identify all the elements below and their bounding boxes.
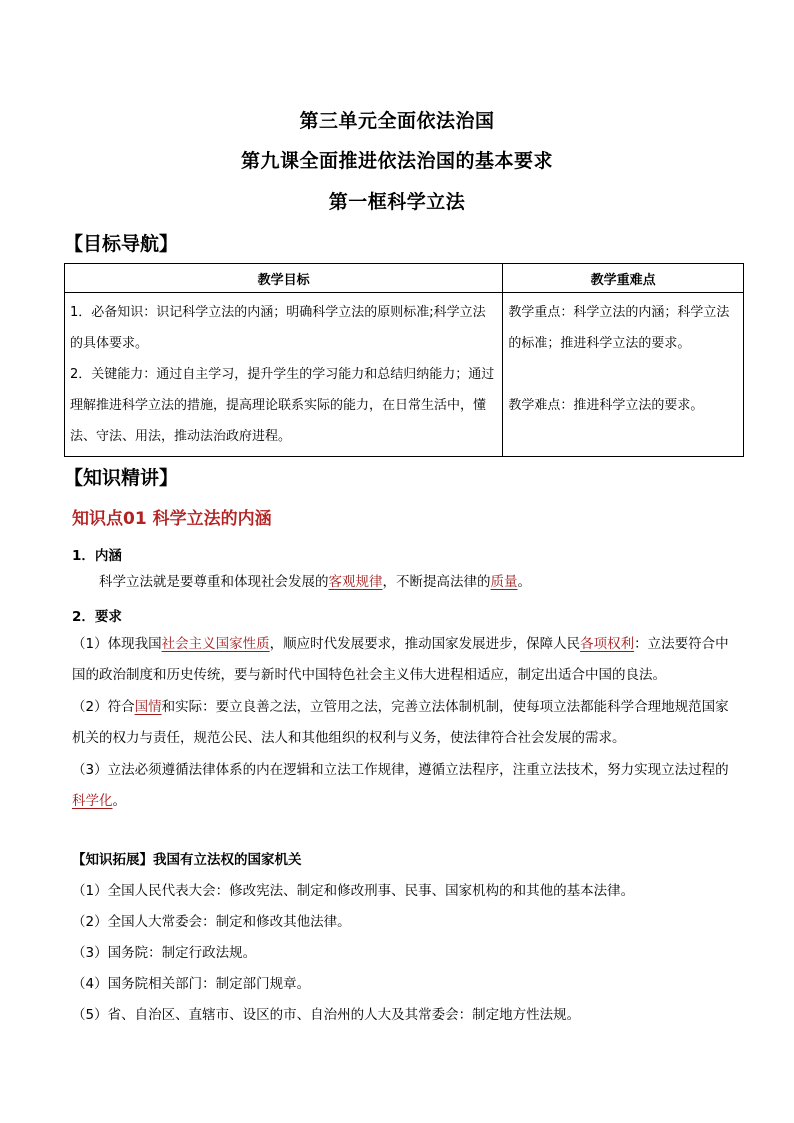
extension-item: （3）国务院：制定行政法规。 bbox=[72, 945, 257, 961]
teaching-goals-cell bbox=[65, 293, 503, 457]
goals-table-body-row bbox=[65, 293, 744, 457]
difficult-point-text: 教学难点：推进科学立法的要求。 bbox=[508, 398, 704, 413]
col-teaching-goals-header: 教学目标 bbox=[65, 264, 503, 293]
key-term: 质量 bbox=[490, 574, 518, 590]
knowledge-heading: 【知识精讲】 bbox=[64, 467, 179, 489]
extension-item: （5）省、自治区、直辖市、设区的市、自治州的人大及其常委会：制定地方性法规。 bbox=[72, 1007, 581, 1023]
goal-item: 2．关键能力：通过自主学习，提升学生的学习能力和总结归纳能力；通过理解推进科学立法的措施，提高理论联系实际的能力，在日常生活中，懂法、守法、用法，推动法治政府进程。 bbox=[70, 367, 495, 444]
requirements-heading: 2．要求 bbox=[72, 609, 122, 625]
goals-table bbox=[64, 263, 744, 457]
connotation-paragraph: 科学立法就是要尊重和体现社会发展的客观规律，不断提高法律的质量。 bbox=[99, 574, 531, 590]
key-term: 各项权利 bbox=[580, 636, 635, 652]
knowledge-point-title: 知识点01 科学立法的内涵 bbox=[72, 509, 272, 529]
connotation-heading: 1．内涵 bbox=[72, 548, 122, 564]
goal-item: 1．必备知识：识记科学立法的内涵；明确科学立法的原则标准;科学立法的具体要求。 bbox=[70, 305, 486, 351]
lesson-title: 第九课全面推进依法治国的基本要求 bbox=[240, 150, 553, 172]
key-difficult-cell bbox=[503, 293, 744, 457]
goals-nav-heading: 【目标导航】 bbox=[64, 233, 179, 255]
extension-heading: 【知识拓展】我国有立法权的国家机关 bbox=[72, 852, 302, 868]
requirement-1: （1）体现我国社会主义国家性质，顺应时代发展要求，推动国家发展进步，保障人民各项权利：立法要符合中国的政治制度和历史传统，要与新时代中国特色社会主义伟大进程相适应，制定出适合中国的良法。 bbox=[72, 636, 729, 683]
extension-item: （4）国务院相关部门：制定部门规章。 bbox=[72, 976, 311, 992]
key-term: 社会主义国家性质 bbox=[161, 636, 270, 652]
key-point-text: 教学重点：科学立法的内涵；科学立法的标准；推进科学立法的要求。 bbox=[508, 305, 730, 351]
col-key-difficult-header: 教学重难点 bbox=[503, 264, 744, 293]
requirement-3: （3）立法必须遵循法律体系的内在逻辑和立法工作规律，遵循立法程序，注重立法技术，努力实现立法过程的科学化。 bbox=[72, 762, 729, 809]
extension-item: （1）全国人民代表大会：修改宪法、制定和修改刑事、民事、国家机构的和其他的基本法律。 bbox=[72, 883, 635, 899]
frame-title: 第一框科学立法 bbox=[328, 191, 466, 213]
key-term: 客观规律 bbox=[328, 574, 383, 590]
unit-title: 第三单元全面依法治国 bbox=[299, 110, 495, 132]
goals-table-header-row bbox=[65, 264, 744, 293]
key-term: 科学化 bbox=[72, 793, 113, 809]
extension-item: （2）全国人大常委会：制定和修改其他法律。 bbox=[72, 914, 351, 930]
requirement-2: （2）符合国情和实际：要立良善之法，立管用之法，完善立法体制机制，使每项立法都能科学合理地规范国家机关的权力与责任，规范公民、法人和其他组织的权利与义务，使法律符合社会发展的需求。 bbox=[72, 699, 729, 746]
key-term: 国情 bbox=[134, 699, 162, 715]
